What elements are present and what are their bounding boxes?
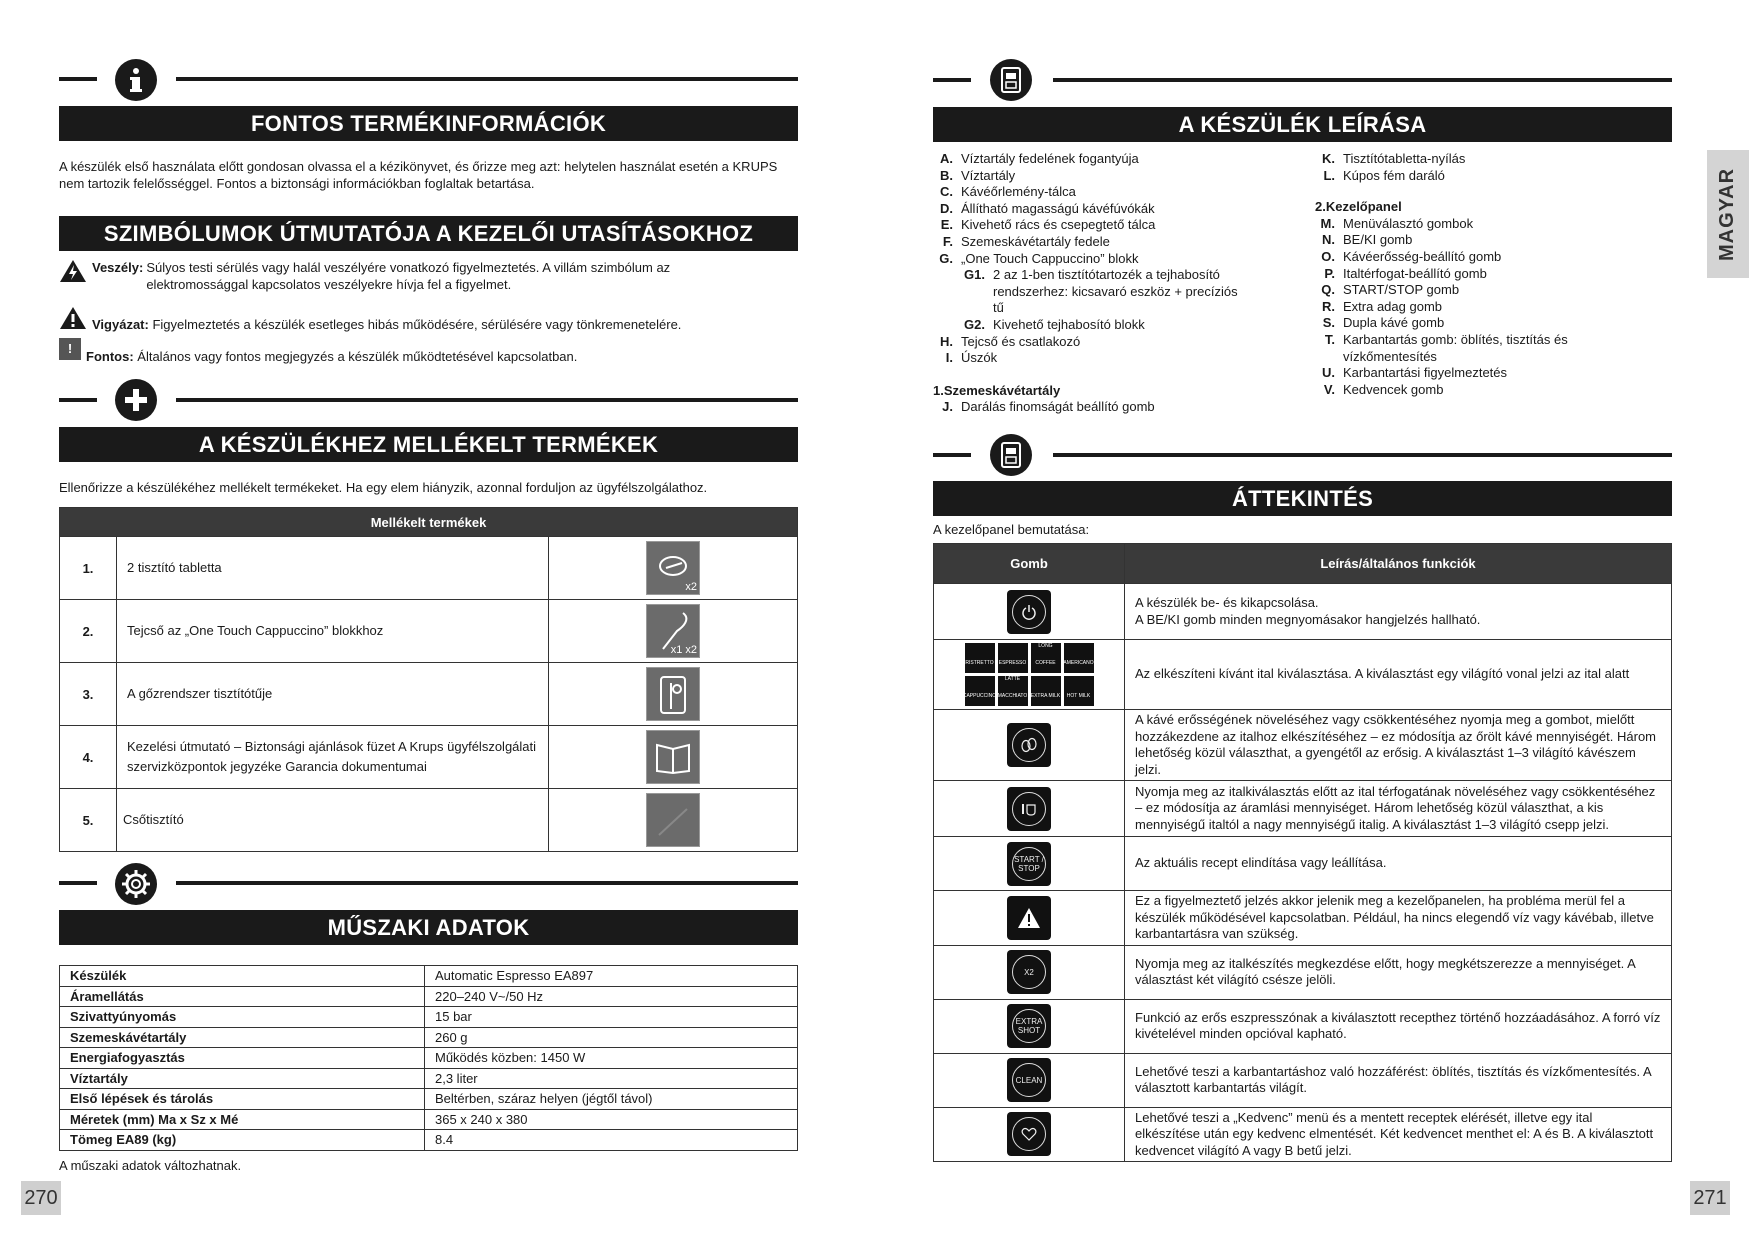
list-item [933,168,1273,185]
table-row [60,1048,798,1069]
list-item [1315,315,1615,332]
divider [59,881,97,885]
parts-list-left [933,151,1273,416]
favorites-heart-icon [1007,1112,1051,1156]
spec-value: Automatic Espresso EA897 [425,966,798,987]
extra-shot-icon [1007,1004,1051,1048]
language-tab-label: MAGYAR [1716,167,1739,261]
item-text: Kávéőrlemény-tálca [961,184,1076,200]
spec-value: 365 x 240 x 380 [425,1109,798,1130]
table-row [60,1068,798,1089]
cleaning-tablet-icon [646,541,700,595]
important-row [59,338,799,365]
right-page [875,0,1749,1241]
divider [933,453,971,457]
divider [59,77,97,81]
coffee-machine-icon [990,59,1032,101]
row-description: Lehetővé teszi a „Kedvenc” menü és a mentett receptek elérését, illetve egy ital elkészítése után egy kedvenc elmentését. Két kedvencet menthet el: A és B. A kiválasztott kedvencet világító A vagy B betű jelzi. [1125,1107,1672,1162]
power-button-icon [1007,590,1051,634]
caution-row [59,306,799,333]
subheading-bean-container: 1.Szemeskávétartály [933,382,1061,398]
list-item [933,217,1273,234]
important-text: Általános vagy fontos megjegyzés a készülék működtetésével kapcsolatban. [137,349,578,364]
item-text: Úszók [961,350,998,366]
item-letter: K. [1322,151,1335,166]
row-number: 5. [60,789,117,852]
extra-shot-label: EXTRA SHOT [1012,1009,1046,1043]
item-letter: G. [939,250,953,266]
warning-triangle-icon [59,306,87,330]
hot-milk-icon: HOT MILK [1064,676,1094,706]
list-item [933,201,1273,218]
list-item [1315,216,1615,233]
spec-value: 15 bar [425,1007,798,1028]
table-row [934,891,1672,946]
list-item [1315,232,1615,249]
row-text: Tejcső az „One Touch Cappuccino” blokkhoz [117,600,549,663]
caution-text: Figyelmeztetés a készülék esetleges hibás működésére, sérülésére vagy tönkremenetelére. [152,317,682,332]
table-row [60,1130,798,1151]
milk-tube-icon [646,604,700,658]
table-row [934,584,1672,640]
table-row [60,537,798,600]
item-letter: P. [1324,265,1335,281]
spec-value: Működés közben: 1450 W [425,1048,798,1069]
divider [176,881,798,885]
item-letter: F. [942,233,953,249]
row-text: Kezelési útmutató – Biztonsági ajánlások füzet A Krups ügyfélszolgálati szervizközpontok jegyzéke Garancia dokumentumai [117,726,549,789]
quantity-badge: x1 x2 [670,644,697,656]
ristretto-icon: RISTRETTO [965,643,995,673]
extra-milk-icon: EXTRA MILK [1031,676,1061,706]
row-text: A gőzrendszer tisztítótűje [117,663,549,726]
included-table [59,507,798,852]
item-text: Karbantartási figyelmeztetés [1343,365,1508,381]
divider [1053,78,1672,82]
section-title-symbols: SZIMBÓLUMOK ÚTMUTATÓJA A KEZELŐI UTASÍTÁSOKHOZ [59,216,798,251]
list-item [933,234,1273,251]
item-letter: B. [940,167,953,183]
item-text: Kedvencek gomb [1343,381,1444,397]
section-title-included: A KÉSZÜLÉKHEZ MELLÉKELT TERMÉKEK [59,427,798,462]
spec-value: Beltérben, száraz helyen (jégtől távol) [425,1089,798,1110]
row-description: Ez a figyelmeztető jelzés akkor jelenik meg a kezelőpanelen, ha probléma merül fel a készülék működésével kapcsolatban. Például, ha nincs elegendő víz vagy kávébab, illetve karbantartásra van szükség. [1125,891,1672,946]
row-description: Lehetővé teszi a karbantartáshoz való hozzáférést: öblítés, tisztítás és vízkőmentesítés. A választott karbantartás világít. [1125,1053,1672,1107]
item-text: Víztartály fedelének fogantyúja [961,151,1139,166]
item-letter: I. [945,350,953,366]
item-letter: Q. [1321,282,1335,298]
danger-text: Súlyos testi sérülés vagy halál veszélyére vonatkozó figyelmeztetés. A villám szimbólum az elektromossággal kapcsolatos veszélyekre hívja fel a figyelmet. [146,260,671,292]
coffee-strength-icon [1007,723,1051,767]
item-text: „One Touch Cappuccino” blokk [961,250,1139,266]
item-text: BE/KI gomb [1343,232,1413,248]
item-letter: T. [1324,331,1335,347]
table-row [934,1053,1672,1107]
row-description: A készülék be- és kikapcsolása. A BE/KI gomb minden megnyomásakor hangjelzés hallható. [1125,584,1672,640]
item-text: Tisztítótabletta-nyílás [1343,151,1466,166]
important-label: Fontos: [86,349,134,364]
gear-icon [115,863,157,905]
pipe-cleaner-icon [646,793,700,847]
divider [176,77,798,81]
divider [176,398,798,402]
table-row [60,726,798,789]
latte-macchiato-icon: LATTE MACCHIATO [998,676,1028,706]
spec-value: 2,3 liter [425,1068,798,1089]
table-row [60,1089,798,1110]
row-number: 2. [60,600,117,663]
list-item [1315,332,1615,365]
list-item [933,399,1273,416]
table-row [60,789,798,852]
item-letter: H. [940,333,953,349]
item-text: Menüválasztó gombok [1343,215,1474,231]
table-row [60,1109,798,1130]
table-row [934,640,1672,710]
item-letter: A. [940,151,953,166]
section-title-description: A KÉSZÜLÉK LEÍRÁSA [933,107,1672,142]
row-description: Funkció az erős eszpresszónak a kiválasztott recepthez történő hozzáadásához. A forró víz kivételével minden opcióval kapható. [1125,999,1672,1053]
double-coffee-label: X2 [1012,955,1046,989]
page-number: 271 [1690,1181,1730,1215]
item-letter: U. [1322,365,1335,381]
subheading-control-panel: 2.Kezelőpanel [1315,199,1402,215]
table-row [934,710,1672,781]
parts-list-right [1315,151,1615,398]
item-text: 2 az 1-ben tisztítótartozék a tejhabosító rendszerhez: kicsavaró eszköz + precíziós tű [993,267,1238,316]
americano-icon: AMERICANO [1064,643,1094,673]
row-text: Csőtisztító [117,789,549,852]
clean-icon [1007,1058,1051,1102]
spec-value: 260 g [425,1027,798,1048]
table-row [60,986,798,1007]
quantity-badge: x2 [685,581,697,593]
included-intro: Ellenőrizze a készülékéhez mellékelt termékeket. Ha egy elem hiányzik, azonnal forduljon az ügyfélszolgálathoz. [59,480,708,495]
table-row [60,1007,798,1028]
list-item [933,251,1273,268]
item-text: Kivehető tejhabosító blokk [993,316,1145,332]
included-header: Mellékelt termékek [60,508,798,537]
item-text: Karbantartás gomb: öblítés, tisztítás és vízkőmentesítés [1343,331,1568,364]
item-letter: D. [940,200,953,216]
item-text: Kivehető rács és csepegtető tálca [961,217,1156,233]
item-text: Szemeskávétartály fedele [961,233,1110,249]
plus-icon [115,379,157,421]
list-item [1315,151,1615,168]
table-row [934,781,1672,837]
spec-key: Méretek (mm) Ma x Sz x Mé [60,1109,425,1130]
overview-intro: A kezelőpanel bemutatása: [933,522,1090,537]
list-item [1315,282,1615,299]
coffee-machine-icon [990,434,1032,476]
divider [933,78,971,82]
language-tab [1707,150,1749,278]
item-text: Extra adag gomb [1343,298,1443,314]
item-letter: O. [1321,248,1335,264]
item-text: Kávéerősség-beállító gomb [1343,248,1502,264]
overview-table [933,543,1672,1162]
danger-label: Veszély: [92,260,144,275]
double-coffee-icon [1007,950,1051,994]
maintenance-warning-icon [1007,896,1051,940]
item-letter: N. [1322,232,1335,248]
start-stop-label: START / STOP [1012,847,1046,881]
volume-icon [1007,787,1051,831]
row-text: 2 tisztító tabletta [117,537,549,600]
list-item [1315,266,1615,283]
row-number: 3. [60,663,117,726]
row-description: Az aktuális recept elindítása vagy leállítása. [1125,837,1672,891]
list-item [933,184,1273,201]
steam-cleaning-needle-icon [646,667,700,721]
section-title-product-info: FONTOS TERMÉKINFORMÁCIÓK [59,106,798,141]
table-row [60,663,798,726]
table-row [934,1107,1672,1162]
table-row [934,837,1672,891]
row-number: 4. [60,726,117,789]
exclamation-icon: ! [59,338,81,360]
item-letter: S. [1322,315,1335,331]
item-letter: L. [1323,167,1335,183]
cappuccino-icon: CAPPUCCINO [965,676,995,706]
clean-label: CLEAN [1012,1063,1046,1097]
item-text: Tejcső és csatlakozó [961,333,1081,349]
list-item [933,334,1273,351]
item-text: Állítható magasságú kávéfúvókák [961,200,1155,216]
list-item [933,151,1273,168]
lightning-warning-icon [59,259,87,283]
section-title-overview: ÁTTEKINTÉS [933,481,1672,516]
caution-label: Vigyázat: [92,317,149,332]
danger-row [59,259,799,293]
row-description: Nyomja meg az italkiválasztás előtt az ital térfogatának növeléséhez vagy csökkentéséhez – ez módosítja az áramlási mennyiséget. Három lehetőség közül választhat, a kis mennyiségű italtól a nagy mennyiségű italig. A kiválasztást 1–3 világító csepp jelzi. [1125,781,1672,837]
spec-value: 220–240 V~/50 Hz [425,986,798,1007]
item-letter: E. [940,217,953,233]
item-letter: G2. [964,316,985,332]
spec-key: Víztartály [60,1068,425,1089]
manual-book-icon [646,730,700,784]
espresso-icon: ESPRESSO [998,643,1028,673]
item-letter: J. [942,399,953,415]
row-description: Az elkészíteni kívánt ital kiválasztása. A kiválasztást egy világító vonal jelzi az ital alatt [1125,640,1672,710]
list-item [933,317,1273,334]
column-header-description: Leírás/általános funkciók [1125,544,1672,584]
item-text: Kúpos fém daráló [1343,167,1445,183]
item-text: Dupla kávé gomb [1343,315,1445,331]
divider [59,398,97,402]
item-letter: G1. [964,267,985,283]
page-number: 270 [21,1181,61,1215]
list-item [1315,365,1615,382]
table-row [60,1027,798,1048]
list-item [1315,382,1615,399]
table-row [934,945,1672,999]
item-letter: R. [1322,298,1335,314]
list-item [933,267,1273,317]
item-letter: C. [940,184,953,200]
list-item [933,350,1273,367]
drink-selection-icons [962,643,1094,706]
item-letter: V. [1323,381,1335,397]
list-item [1315,249,1615,266]
spec-key: Energiafogyasztás [60,1048,425,1069]
spec-key: Áramellátás [60,986,425,1007]
spec-key: Szivattyúnyomás [60,1007,425,1028]
info-icon [115,59,157,101]
list-item [1315,299,1615,316]
spec-note: A műszaki adatok változhatnak. [59,1158,242,1173]
long-coffee-icon: LONG COFFEE [1031,643,1061,673]
row-description: A kávé erősségének növeléséhez vagy csökkentéséhez nyomja meg a gombot, mielőtt hozzákezdene az italhoz elkészítéséhez – ez módosítja az őrölt kávé mennyiségét. Három lehetőség közül választhat, a gyengétől az erősig. A kiválasztást 1–3 világító kávészem jelzi. [1125,710,1672,781]
spec-key: Tömeg EA89 (kg) [60,1130,425,1151]
intro-text: A készülék első használata előtt gondosan olvassa el a kézikönyvet, és őrizze meg azt: helytelen használat esetén a KRUPS nem tartozik felelősséggel. Fontos a biztonsági információkban foglaltak betartása. [59,159,778,191]
divider [1053,453,1672,457]
spec-value: 8.4 [425,1130,798,1151]
item-text: Darálás finomságát beállító gomb [961,399,1155,415]
section-title-specs: MŰSZAKI ADATOK [59,910,798,945]
table-row [934,999,1672,1053]
row-description: Nyomja meg az italkészítés megkezdése előtt, hogy megkétszerezze a mennyiséget. A választást két világító csésze jelöli. [1125,945,1672,999]
column-header-button: Gomb [934,544,1125,584]
list-item [1315,168,1615,185]
specs-table [59,965,798,1151]
item-text: Italtérfogat-beállító gomb [1343,265,1487,281]
table-row [60,600,798,663]
start-stop-icon [1007,842,1051,886]
row-number: 1. [60,537,117,600]
spec-key: Készülék [60,966,425,987]
item-letter: M. [1320,215,1335,231]
item-text: START/STOP gomb [1343,282,1460,298]
item-text: Víztartály [961,167,1016,183]
spec-key: Első lépések és tárolás [60,1089,425,1110]
table-row [60,966,798,987]
spec-key: Szemeskávétartály [60,1027,425,1048]
